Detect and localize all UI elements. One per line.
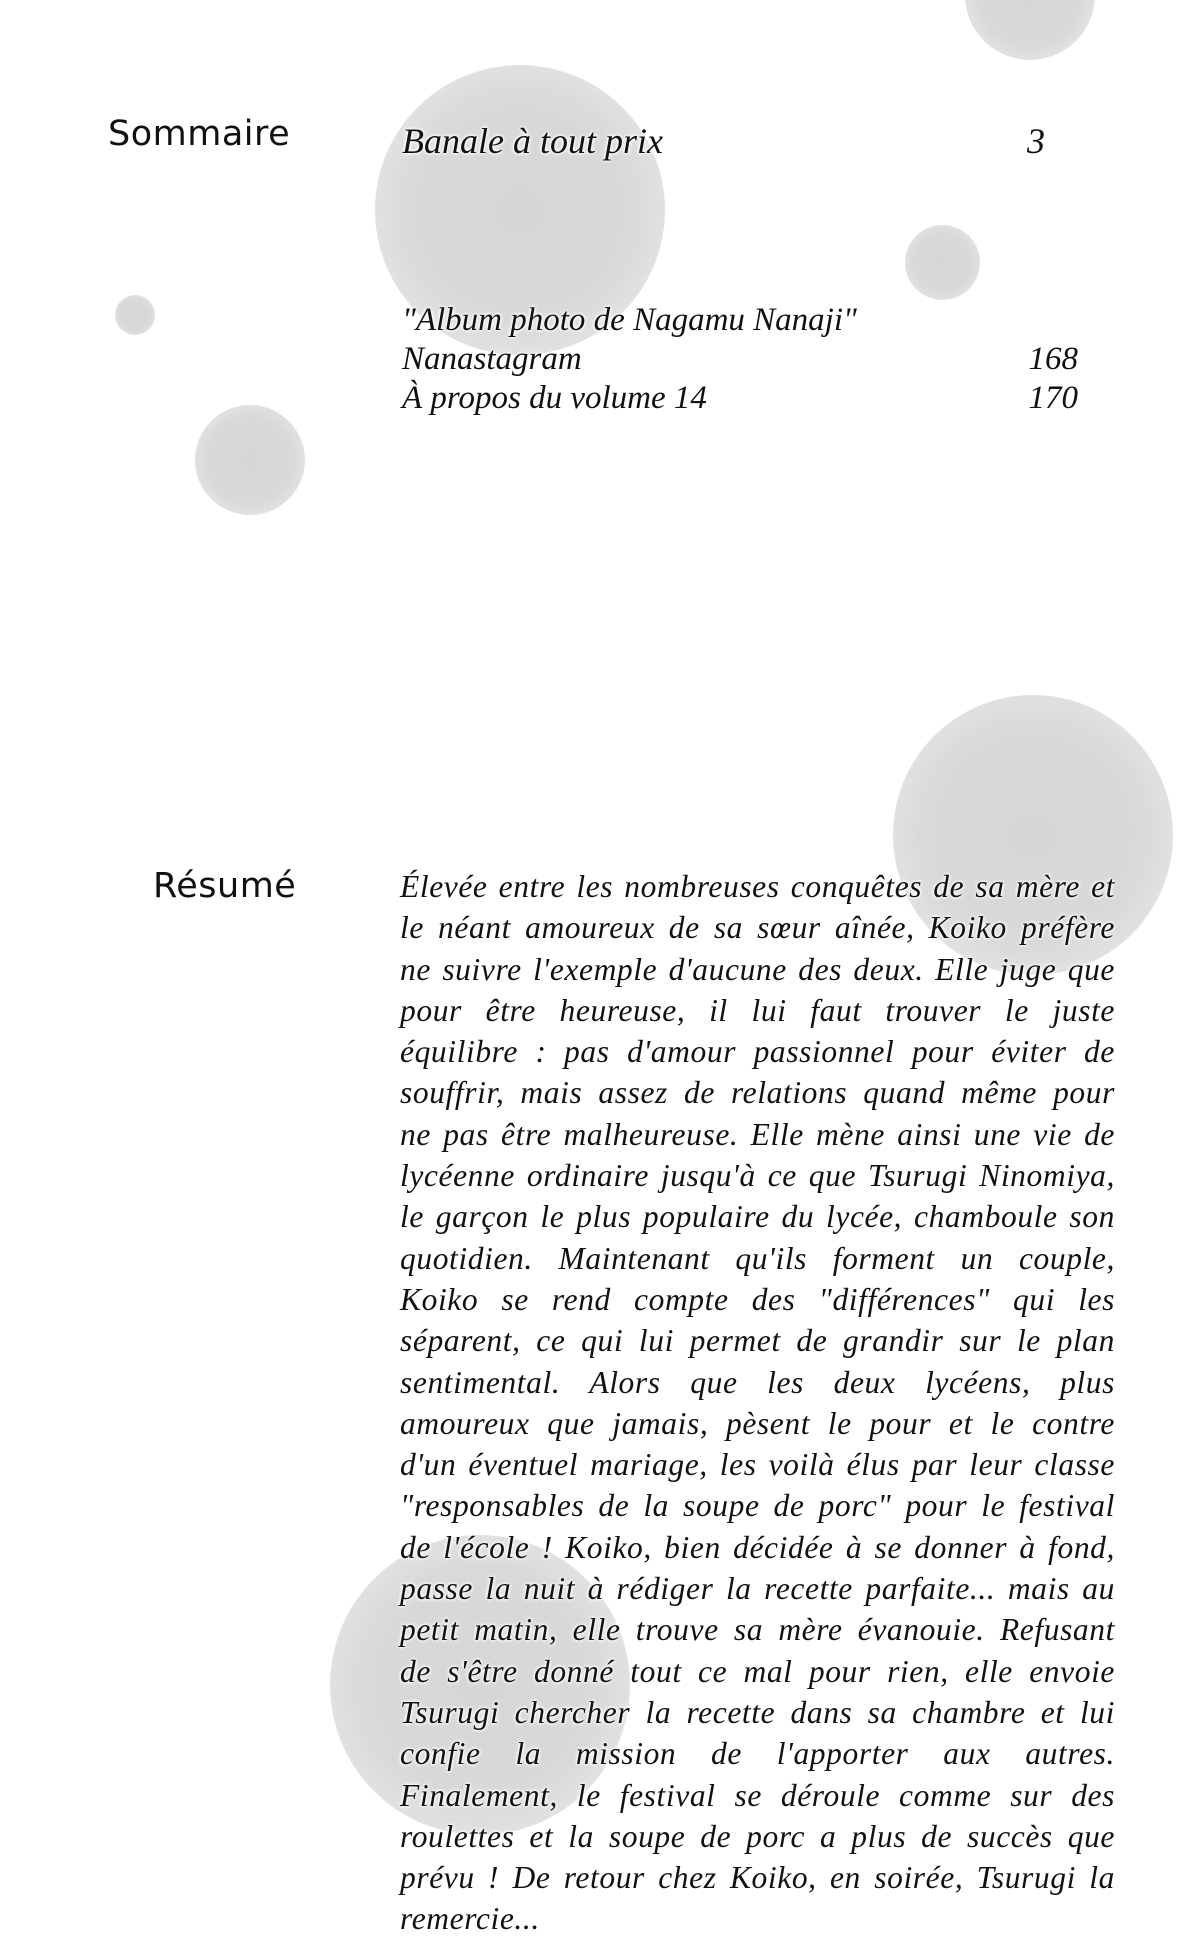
summary-text: Élevée entre les nombreuses conquêtes de sa mère et le néant amoureux de sa sœur aînée, Koiko préfère ne suivre l'exemple d'aucune des deux. Elle juge que pour être heureuse, il lui faut trouver le juste équilibre : pas d'amour passionnel pour éviter de souffrir, mais assez de relations quand même pour ne pas être malheureuse. Elle mène ainsi une vie de lycéenne ordinaire jusqu'à ce que Tsurugi Ninomiya, le garçon le plus populaire du lycée, chamboule son quotidien. Maintenant qu'ils forment un couple, Koiko se rend compte des "différences" qui les séparent, ce qui lui permet de grandir sur le plan sentimental. Alors que les deux lycéens, plus amoureux que jamais, pèsent le pour et le contre d'un éventuel mariage, les voilà élus par leur classe "responsables de la soupe de porc" pour le festival de l'école ! Koiko, bien décidée à se donner à fond, passe la nuit à rédiger la recette parfaite... mais au petit matin, elle trouve sa mère évanouie. Refusant de s'être donné tout ce mal pour rien, elle envoie Tsurugi chercher la recette dans sa chambre et lui confie la mission de l'apporter aux autres. Finalement, le festival se déroule comme sur des roulettes et la soupe de porc a plus de succès que prévu ! De retour chez Koiko, en soirée, Tsurugi la remercie... [400,869,1115,1937]
extra-entry-title: Nanastagram [402,341,582,377]
background-circle [965,0,1095,60]
main-entry-page: 3 [1027,121,1045,161]
extra-entry-title: À propos du volume 14 [402,380,707,416]
extra-entry-page: 170 [1028,380,1078,416]
contents-heading: Sommaire [108,114,291,154]
extras-title: "Album photo de Nagamu Nanaji" [402,302,857,338]
summary-heading: Résumé [153,866,297,906]
background-circle [115,295,155,335]
extra-entry-page: 168 [1028,341,1078,377]
background-circle [905,225,980,300]
background-circle [195,405,305,515]
main-entry-title: Banale à tout prix [402,121,663,161]
